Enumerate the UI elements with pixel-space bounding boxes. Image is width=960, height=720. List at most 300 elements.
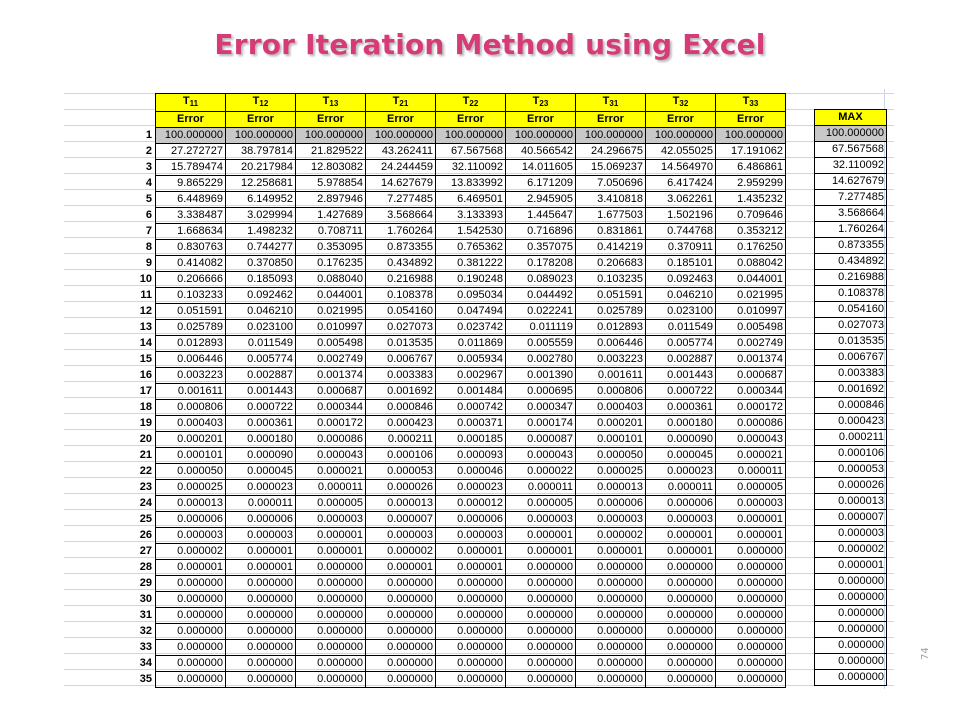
data-cell[interactable]: 1.668634 [156, 224, 226, 240]
max-cell[interactable]: 0.000003 [815, 526, 887, 542]
data-cell[interactable]: 0.000000 [716, 656, 786, 672]
subheader-cell[interactable]: Error [506, 112, 576, 128]
subheader-cell[interactable]: Error [646, 112, 716, 128]
max-cell[interactable]: 1.760264 [815, 222, 887, 238]
max-cell[interactable]: 0.001692 [815, 382, 887, 398]
data-cell[interactable]: 0.005774 [226, 352, 296, 368]
data-cell[interactable]: 0.185093 [226, 272, 296, 288]
data-cell[interactable]: 0.023100 [226, 320, 296, 336]
data-cell[interactable]: 0.005934 [436, 352, 506, 368]
data-cell[interactable]: 0.002780 [506, 352, 576, 368]
data-cell[interactable]: 0.000000 [716, 608, 786, 624]
data-cell[interactable]: 0.000846 [366, 400, 436, 416]
data-cell[interactable]: 0.000000 [296, 560, 366, 576]
data-cell[interactable]: 0.001443 [226, 384, 296, 400]
data-cell[interactable]: 15.069237 [576, 160, 646, 176]
data-cell[interactable]: 0.027073 [366, 320, 436, 336]
data-cell[interactable]: 0.000000 [296, 656, 366, 672]
column-header[interactable] [366, 94, 436, 112]
data-cell[interactable]: 0.006446 [576, 336, 646, 352]
data-cell[interactable]: 0.830763 [156, 240, 226, 256]
max-header[interactable]: MAX [815, 110, 887, 126]
data-cell[interactable]: 0.000000 [506, 624, 576, 640]
data-cell[interactable]: 0.025789 [576, 304, 646, 320]
data-cell[interactable]: 0.005559 [506, 336, 576, 352]
data-cell[interactable]: 0.000000 [296, 592, 366, 608]
data-cell[interactable]: 17.191062 [716, 144, 786, 160]
data-cell[interactable]: 0.000000 [296, 672, 366, 688]
data-cell[interactable]: 0.190248 [436, 272, 506, 288]
data-cell[interactable]: 0.000005 [716, 480, 786, 496]
max-cell[interactable]: 0.003383 [815, 366, 887, 382]
data-cell[interactable]: 0.103233 [156, 288, 226, 304]
max-cell[interactable]: 0.000000 [815, 670, 887, 686]
data-cell[interactable]: 0.000687 [716, 368, 786, 384]
data-cell[interactable]: 0.370850 [226, 256, 296, 272]
data-cell[interactable]: 42.055025 [646, 144, 716, 160]
data-cell[interactable]: 0.176235 [296, 256, 366, 272]
data-cell[interactable]: 0.000695 [506, 384, 576, 400]
data-cell[interactable]: 3.410818 [576, 192, 646, 208]
data-cell[interactable]: 0.000000 [576, 560, 646, 576]
column-header[interactable] [646, 94, 716, 112]
data-cell[interactable]: 100.000000 [156, 128, 226, 144]
max-cell[interactable]: 3.568664 [815, 206, 887, 222]
data-cell[interactable]: 0.000361 [226, 416, 296, 432]
data-cell[interactable]: 100.000000 [226, 128, 296, 144]
data-cell[interactable]: 0.022241 [506, 304, 576, 320]
data-cell[interactable]: 0.000053 [366, 464, 436, 480]
column-header[interactable] [156, 94, 226, 112]
data-cell[interactable]: 0.000021 [296, 464, 366, 480]
data-cell[interactable]: 0.023100 [646, 304, 716, 320]
data-cell[interactable]: 0.000005 [506, 496, 576, 512]
max-cell[interactable]: 0.000211 [815, 430, 887, 446]
max-cell[interactable]: 0.000846 [815, 398, 887, 414]
data-cell[interactable]: 0.000026 [366, 480, 436, 496]
data-cell[interactable]: 0.000742 [436, 400, 506, 416]
data-cell[interactable]: 0.000000 [506, 640, 576, 656]
data-cell[interactable]: 0.716896 [506, 224, 576, 240]
column-header[interactable] [716, 94, 786, 112]
data-cell[interactable]: 0.000025 [576, 464, 646, 480]
data-cell[interactable]: 6.149952 [226, 192, 296, 208]
data-cell[interactable]: 0.000000 [576, 576, 646, 592]
data-cell[interactable]: 0.005498 [296, 336, 366, 352]
data-cell[interactable]: 0.000012 [436, 496, 506, 512]
data-cell[interactable]: 0.000000 [506, 656, 576, 672]
data-cell[interactable]: 24.244459 [366, 160, 436, 176]
data-cell[interactable]: 0.013535 [366, 336, 436, 352]
max-cell[interactable]: 0.000002 [815, 542, 887, 558]
data-cell[interactable]: 0.000000 [576, 608, 646, 624]
data-cell[interactable]: 0.000001 [366, 560, 436, 576]
data-cell[interactable]: 0.206683 [576, 256, 646, 272]
data-cell[interactable]: 0.000001 [506, 544, 576, 560]
max-cell[interactable]: 0.000000 [815, 590, 887, 606]
data-cell[interactable]: 0.434892 [366, 256, 436, 272]
data-cell[interactable]: 0.000000 [576, 640, 646, 656]
data-cell[interactable]: 0.000211 [366, 432, 436, 448]
data-cell[interactable]: 0.021995 [296, 304, 366, 320]
data-cell[interactable]: 3.338487 [156, 208, 226, 224]
data-cell[interactable]: 0.370911 [646, 240, 716, 256]
data-cell[interactable]: 0.088040 [296, 272, 366, 288]
data-cell[interactable]: 0.044001 [296, 288, 366, 304]
max-cell[interactable]: 0.216988 [815, 270, 887, 286]
data-cell[interactable]: 0.000086 [296, 432, 366, 448]
data-cell[interactable]: 0.051591 [156, 304, 226, 320]
data-cell[interactable]: 38.797814 [226, 144, 296, 160]
data-cell[interactable]: 0.000000 [506, 672, 576, 688]
data-cell[interactable]: 0.011119 [506, 320, 576, 336]
data-cell[interactable]: 0.000000 [716, 624, 786, 640]
data-cell[interactable]: 0.002749 [296, 352, 366, 368]
data-cell[interactable]: 1.498232 [226, 224, 296, 240]
max-cell[interactable]: 0.434892 [815, 254, 887, 270]
data-cell[interactable]: 0.000000 [646, 560, 716, 576]
data-cell[interactable]: 7.050696 [576, 176, 646, 192]
data-cell[interactable]: 0.000000 [226, 576, 296, 592]
data-cell[interactable]: 0.000423 [366, 416, 436, 432]
data-cell[interactable]: 0.000000 [506, 576, 576, 592]
data-cell[interactable]: 0.206666 [156, 272, 226, 288]
data-cell[interactable]: 0.000013 [366, 496, 436, 512]
subheader-cell[interactable]: Error [296, 112, 366, 128]
data-cell[interactable]: 0.000101 [156, 448, 226, 464]
data-cell[interactable]: 3.568664 [366, 208, 436, 224]
data-cell[interactable]: 0.108378 [366, 288, 436, 304]
data-cell[interactable]: 0.000011 [716, 464, 786, 480]
data-cell[interactable]: 0.000023 [436, 480, 506, 496]
data-cell[interactable]: 0.000722 [646, 384, 716, 400]
data-cell[interactable]: 0.044001 [716, 272, 786, 288]
data-cell[interactable]: 0.709646 [716, 208, 786, 224]
max-cell[interactable]: 0.000001 [815, 558, 887, 574]
data-cell[interactable]: 0.000000 [156, 640, 226, 656]
data-cell[interactable]: 0.000046 [436, 464, 506, 480]
data-cell[interactable]: 0.011869 [436, 336, 506, 352]
max-cell[interactable]: 7.277485 [815, 190, 887, 206]
data-cell[interactable]: 0.000201 [576, 416, 646, 432]
data-cell[interactable]: 0.000000 [646, 576, 716, 592]
data-cell[interactable]: 0.000086 [716, 416, 786, 432]
data-cell[interactable]: 0.000001 [646, 544, 716, 560]
data-cell[interactable]: 0.000000 [436, 672, 506, 688]
data-cell[interactable]: 0.000687 [296, 384, 366, 400]
data-cell[interactable]: 0.000000 [226, 608, 296, 624]
data-cell[interactable]: 0.176250 [716, 240, 786, 256]
data-cell[interactable]: 0.000003 [506, 512, 576, 528]
data-cell[interactable]: 0.000006 [226, 512, 296, 528]
data-cell[interactable]: 0.000000 [366, 656, 436, 672]
data-cell[interactable]: 0.744768 [646, 224, 716, 240]
data-cell[interactable]: 3.029994 [226, 208, 296, 224]
data-cell[interactable]: 1.677503 [576, 208, 646, 224]
data-cell[interactable]: 0.000007 [366, 512, 436, 528]
data-cell[interactable]: 0.000003 [436, 528, 506, 544]
data-cell[interactable]: 0.000000 [156, 624, 226, 640]
max-cell[interactable]: 0.000000 [815, 654, 887, 670]
data-cell[interactable]: 0.000201 [156, 432, 226, 448]
data-cell[interactable]: 100.000000 [296, 128, 366, 144]
data-cell[interactable]: 0.000011 [646, 480, 716, 496]
data-cell[interactable]: 12.258681 [226, 176, 296, 192]
data-cell[interactable]: 100.000000 [436, 128, 506, 144]
data-cell[interactable]: 0.000000 [436, 656, 506, 672]
data-cell[interactable]: 12.803082 [296, 160, 366, 176]
data-cell[interactable]: 0.006446 [156, 352, 226, 368]
data-cell[interactable]: 0.000011 [226, 496, 296, 512]
data-cell[interactable]: 0.000013 [156, 496, 226, 512]
data-cell[interactable]: 0.047494 [436, 304, 506, 320]
data-cell[interactable]: 0.000006 [436, 512, 506, 528]
data-cell[interactable]: 100.000000 [506, 128, 576, 144]
data-cell[interactable]: 0.000045 [226, 464, 296, 480]
data-cell[interactable]: 0.000000 [716, 576, 786, 592]
data-cell[interactable]: 0.414219 [576, 240, 646, 256]
data-cell[interactable]: 0.000011 [506, 480, 576, 496]
max-cell[interactable]: 14.627679 [815, 174, 887, 190]
data-cell[interactable]: 0.000000 [156, 576, 226, 592]
data-cell[interactable]: 14.564970 [646, 160, 716, 176]
data-cell[interactable]: 0.000000 [646, 608, 716, 624]
data-cell[interactable]: 0.000000 [716, 560, 786, 576]
data-cell[interactable]: 0.000000 [366, 608, 436, 624]
max-cell[interactable]: 0.000000 [815, 606, 887, 622]
data-cell[interactable]: 14.011605 [506, 160, 576, 176]
data-cell[interactable]: 6.486861 [716, 160, 786, 176]
data-cell[interactable]: 0.000000 [366, 576, 436, 592]
data-cell[interactable]: 0.005498 [716, 320, 786, 336]
max-cell[interactable]: 0.006767 [815, 350, 887, 366]
data-cell[interactable]: 0.000093 [436, 448, 506, 464]
data-cell[interactable]: 0.000000 [296, 640, 366, 656]
data-cell[interactable]: 0.000000 [226, 592, 296, 608]
data-cell[interactable]: 0.000090 [226, 448, 296, 464]
data-cell[interactable]: 0.089023 [506, 272, 576, 288]
data-cell[interactable]: 0.000180 [646, 416, 716, 432]
data-cell[interactable]: 0.744277 [226, 240, 296, 256]
data-cell[interactable]: 9.865229 [156, 176, 226, 192]
subheader-cell[interactable]: Error [436, 112, 506, 128]
data-cell[interactable]: 0.003383 [366, 368, 436, 384]
data-cell[interactable]: 0.000025 [156, 480, 226, 496]
data-cell[interactable]: 0.000000 [156, 672, 226, 688]
data-cell[interactable]: 5.978854 [296, 176, 366, 192]
data-cell[interactable]: 0.000000 [366, 672, 436, 688]
data-cell[interactable]: 0.000006 [576, 496, 646, 512]
data-cell[interactable]: 0.000013 [576, 480, 646, 496]
data-cell[interactable]: 40.566542 [506, 144, 576, 160]
data-cell[interactable]: 0.000000 [226, 672, 296, 688]
data-cell[interactable]: 0.000043 [296, 448, 366, 464]
data-cell[interactable]: 0.000001 [156, 560, 226, 576]
data-cell[interactable]: 0.088042 [716, 256, 786, 272]
data-cell[interactable]: 0.000022 [506, 464, 576, 480]
max-cell[interactable]: 0.013535 [815, 334, 887, 350]
data-cell[interactable]: 0.001484 [436, 384, 506, 400]
data-cell[interactable]: 6.417424 [646, 176, 716, 192]
data-cell[interactable]: 0.000174 [506, 416, 576, 432]
max-cell[interactable]: 0.000000 [815, 622, 887, 638]
data-cell[interactable]: 0.010997 [296, 320, 366, 336]
data-cell[interactable]: 0.002887 [646, 352, 716, 368]
data-cell[interactable]: 0.000344 [296, 400, 366, 416]
data-cell[interactable]: 0.002887 [226, 368, 296, 384]
data-cell[interactable]: 0.054160 [366, 304, 436, 320]
max-cell[interactable]: 100.000000 [815, 126, 887, 142]
data-cell[interactable]: 0.000722 [226, 400, 296, 416]
data-cell[interactable]: 0.001611 [156, 384, 226, 400]
data-cell[interactable]: 0.000000 [296, 576, 366, 592]
data-cell[interactable]: 0.000000 [716, 640, 786, 656]
data-cell[interactable]: 1.435232 [716, 192, 786, 208]
max-cell[interactable]: 0.000007 [815, 510, 887, 526]
column-header[interactable] [506, 94, 576, 112]
data-cell[interactable]: 67.567568 [436, 144, 506, 160]
data-cell[interactable]: 0.000347 [506, 400, 576, 416]
data-cell[interactable]: 0.000000 [506, 560, 576, 576]
data-cell[interactable]: 21.829522 [296, 144, 366, 160]
data-cell[interactable]: 0.000023 [226, 480, 296, 496]
data-cell[interactable]: 0.003223 [576, 352, 646, 368]
data-cell[interactable]: 0.000050 [576, 448, 646, 464]
data-cell[interactable]: 0.000000 [156, 608, 226, 624]
data-cell[interactable]: 0.000005 [296, 496, 366, 512]
max-cell[interactable]: 0.873355 [815, 238, 887, 254]
data-cell[interactable]: 0.000090 [646, 432, 716, 448]
subheader-cell[interactable]: Error [156, 112, 226, 128]
max-cell[interactable]: 0.108378 [815, 286, 887, 302]
data-cell[interactable]: 0.092463 [646, 272, 716, 288]
data-cell[interactable]: 0.000001 [506, 528, 576, 544]
data-cell[interactable]: 0.000003 [646, 512, 716, 528]
data-cell[interactable]: 20.217984 [226, 160, 296, 176]
data-cell[interactable]: 0.000001 [576, 544, 646, 560]
column-header[interactable] [296, 94, 366, 112]
data-cell[interactable]: 0.000001 [436, 560, 506, 576]
subheader-cell[interactable]: Error [576, 112, 646, 128]
subheader-cell[interactable]: Error [226, 112, 296, 128]
data-cell[interactable]: 0.831861 [576, 224, 646, 240]
data-cell[interactable]: 0.000000 [366, 640, 436, 656]
data-cell[interactable]: 0.357075 [506, 240, 576, 256]
data-cell[interactable]: 0.000000 [576, 672, 646, 688]
max-cell[interactable]: 0.000026 [815, 478, 887, 494]
data-cell[interactable]: 0.708711 [296, 224, 366, 240]
data-cell[interactable]: 0.000021 [716, 448, 786, 464]
data-cell[interactable]: 0.000000 [506, 608, 576, 624]
max-cell[interactable]: 0.054160 [815, 302, 887, 318]
column-header[interactable] [436, 94, 506, 112]
column-header[interactable] [226, 94, 296, 112]
subheader-cell[interactable]: Error [366, 112, 436, 128]
data-cell[interactable]: 0.353212 [716, 224, 786, 240]
data-cell[interactable]: 0.046210 [646, 288, 716, 304]
data-cell[interactable]: 0.000003 [716, 496, 786, 512]
data-cell[interactable]: 0.000000 [576, 624, 646, 640]
data-cell[interactable]: 24.296675 [576, 144, 646, 160]
data-cell[interactable]: 0.025789 [156, 320, 226, 336]
data-cell[interactable]: 0.000002 [366, 544, 436, 560]
max-cell[interactable]: 0.000000 [815, 574, 887, 590]
data-cell[interactable]: 0.046210 [226, 304, 296, 320]
data-cell[interactable]: 0.000000 [646, 656, 716, 672]
data-cell[interactable]: 0.000806 [576, 384, 646, 400]
data-cell[interactable]: 15.789474 [156, 160, 226, 176]
data-cell[interactable]: 0.000003 [156, 528, 226, 544]
data-cell[interactable]: 0.000185 [436, 432, 506, 448]
data-cell[interactable]: 6.171209 [506, 176, 576, 192]
data-cell[interactable]: 0.001390 [506, 368, 576, 384]
data-cell[interactable]: 0.011549 [226, 336, 296, 352]
data-cell[interactable]: 1.502196 [646, 208, 716, 224]
data-cell[interactable]: 0.095034 [436, 288, 506, 304]
data-cell[interactable]: 0.000106 [366, 448, 436, 464]
data-cell[interactable]: 0.000011 [296, 480, 366, 496]
data-cell[interactable]: 0.000000 [716, 544, 786, 560]
data-cell[interactable]: 0.000000 [296, 624, 366, 640]
data-cell[interactable]: 7.277485 [366, 192, 436, 208]
data-cell[interactable]: 0.000023 [646, 464, 716, 480]
max-cell[interactable]: 0.000013 [815, 494, 887, 510]
subheader-cell[interactable]: Error [716, 112, 786, 128]
data-cell[interactable]: 0.000001 [716, 512, 786, 528]
data-cell[interactable]: 0.000344 [716, 384, 786, 400]
data-cell[interactable]: 0.000002 [156, 544, 226, 560]
data-cell[interactable]: 3.062261 [646, 192, 716, 208]
data-cell[interactable]: 0.011549 [646, 320, 716, 336]
data-cell[interactable]: 0.000001 [226, 544, 296, 560]
max-cell[interactable]: 32.110092 [815, 158, 887, 174]
max-cell[interactable]: 67.567568 [815, 142, 887, 158]
data-cell[interactable]: 0.000043 [716, 432, 786, 448]
data-cell[interactable]: 1.445647 [506, 208, 576, 224]
max-cell[interactable]: 0.000053 [815, 462, 887, 478]
data-cell[interactable]: 0.185101 [646, 256, 716, 272]
data-cell[interactable]: 0.000000 [366, 624, 436, 640]
data-cell[interactable]: 0.000043 [506, 448, 576, 464]
data-cell[interactable]: 0.000172 [716, 400, 786, 416]
data-cell[interactable]: 0.000000 [716, 592, 786, 608]
data-cell[interactable]: 0.000000 [436, 576, 506, 592]
data-cell[interactable]: 0.012893 [156, 336, 226, 352]
data-cell[interactable]: 0.023742 [436, 320, 506, 336]
data-cell[interactable]: 0.001692 [366, 384, 436, 400]
data-cell[interactable]: 0.000000 [156, 592, 226, 608]
data-cell[interactable]: 0.000806 [156, 400, 226, 416]
data-cell[interactable]: 2.945905 [506, 192, 576, 208]
data-cell[interactable]: 0.000001 [296, 544, 366, 560]
data-cell[interactable]: 6.469501 [436, 192, 506, 208]
data-cell[interactable]: 1.427689 [296, 208, 366, 224]
data-cell[interactable]: 14.627679 [366, 176, 436, 192]
data-cell[interactable]: 0.000087 [506, 432, 576, 448]
data-cell[interactable]: 0.000000 [366, 592, 436, 608]
data-cell[interactable]: 43.262411 [366, 144, 436, 160]
data-cell[interactable]: 0.000050 [156, 464, 226, 480]
data-cell[interactable]: 0.000000 [436, 624, 506, 640]
data-cell[interactable]: 0.003223 [156, 368, 226, 384]
data-cell[interactable]: 0.000000 [576, 592, 646, 608]
data-cell[interactable]: 32.110092 [436, 160, 506, 176]
data-cell[interactable]: 0.000000 [226, 624, 296, 640]
data-cell[interactable]: 0.001374 [716, 352, 786, 368]
data-cell[interactable]: 0.000001 [296, 528, 366, 544]
data-cell[interactable]: 0.000000 [436, 640, 506, 656]
data-cell[interactable]: 0.381222 [436, 256, 506, 272]
